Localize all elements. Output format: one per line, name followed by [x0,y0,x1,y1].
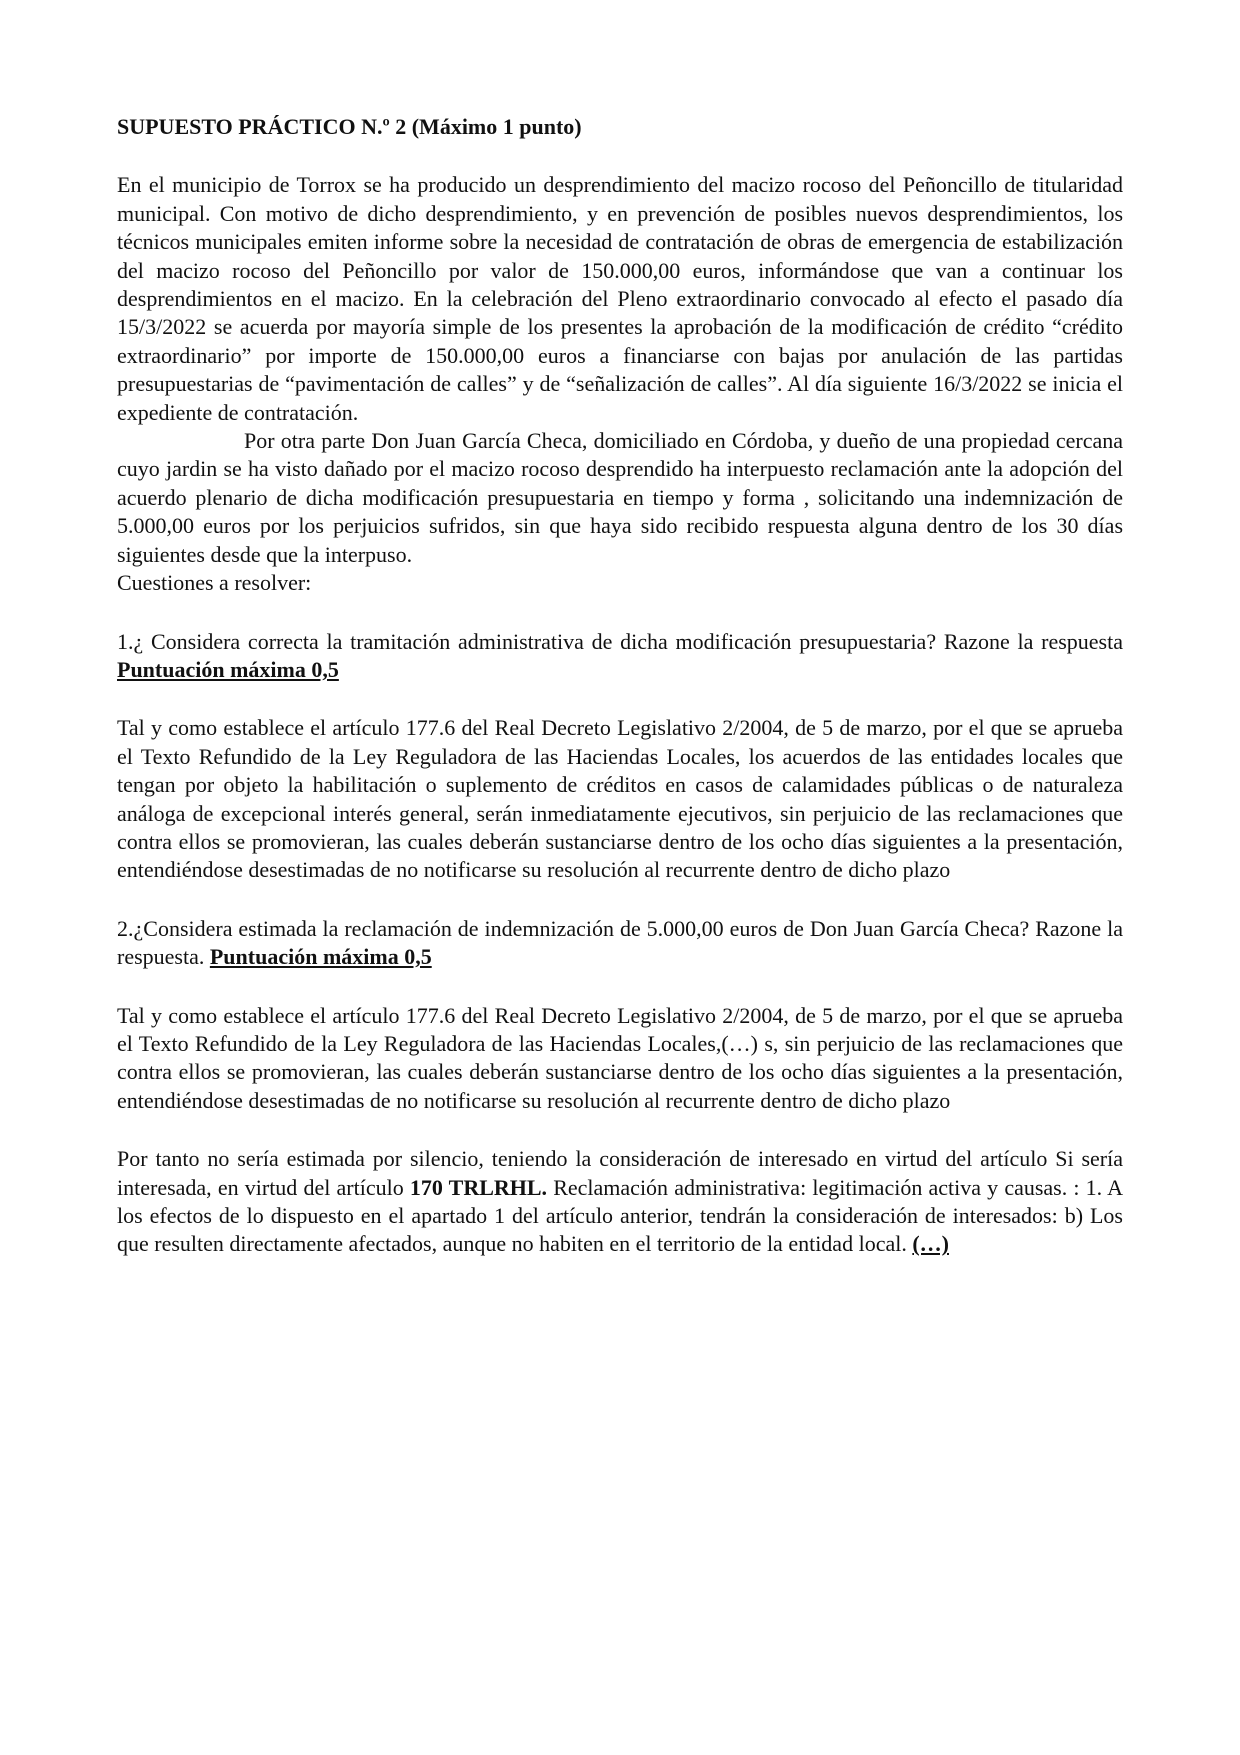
answer-1: Tal y como establece el artículo 177.6 del Real Decreto Legislativo 2/2004, de 5 de marzo, por el que se aprueba el Texto Refundido de la Ley Reguladora de las Haciendas Locales, los acuerdos de las entidades locales que tengan por objeto la habilitación o suplemento de créditos en casos de calamidades públicas o de naturaleza análoga de excepcional interés general, serán inmediatamente ejecutivos, sin perjuicio de las reclamaciones que contra ellos se promovieran, las cuales deberán sustanciarse dentro de los ocho días siguientes a la presentación, entendiéndose desestimadas de no notificarse su resolución al recurrente dentro de dicho plazo [117,715,1123,883]
document-page [117,113,1123,1259]
document-title: SUPUESTO PRÁCTICO N.º 2 (Máximo 1 punto) [117,114,582,139]
claim-paragraph: Por otra parte Don Juan García Checa, domiciliado en Córdoba, y dueño de una propiedad cercana cuyo jardin se ha visto dañado por el macizo rocoso desprendido ha interpuesto reclamación ante la adopción del acuerdo plenario de dicha modificación presupuestaria en tiempo y forma , solicitando una indemnización de 5.000,00 euros por los perjuicios sufridos, sin que haya sido recibido respuesta alguna dentro de los 30 días siguientes desde que la interpuso. [117,428,1123,567]
answer-3 [117,1145,1123,1259]
answer-3-ellipsis: (…) [912,1231,949,1257]
answer-3-part-1: Por tanto no sería estimada por silencio, teniendo la consideración de interesado en virtud del artículo Si sería interesada, en virtud del artículo [117,1146,1123,1200]
question-1-score: Puntuación máxima 0,5 [117,656,339,682]
question-2-score: Puntuación máxima 0,5 [209,944,432,970]
answer-3-article-ref: 170 TRLRHL. [409,1174,548,1200]
intro-paragraph: En el municipio de Torrox se ha producido un desprendimiento del macizo rocoso del Peñoncillo de titularidad municipal. Con motivo de dicho desprendimiento, y en prevención de posibles nuevos desprendimientos, los técnicos municipales emiten informe sobre la necesidad de contratación de obras de emergencia de estabilización del macizo rocoso del Peñoncillo por valor de 150.000,00 euros, informándose que van a continuar los desprendimientos en el macizo. En la celebración del Pleno extraordinario convocado al efecto el pasado día 15/3/2022 se acuerda por mayoría simple de los presentes la aprobación de la modificación de crédito “crédito extraordinario” por importe de 150.000,00 euros a financiarse con bajas por anulación de las partidas presupuestarias de “pavimentación de calles” y de “señalización de calles”. Al día siguiente 16/3/2022 se inicia el expediente de contratación. [117,172,1123,425]
answer-3-part-2: Reclamación administrativa: legitimación activa y causas. : 1. A los efectos de lo dispuesto en el apartado 1 del artículo anterior, tendrán la consideración de interesados: b) Los que resulten directamente afectados, aunque no habiten en el territorio de la entidad local. [117,1174,1124,1257]
questions-heading: Cuestiones a resolver: [117,570,312,596]
answer-2: Tal y como establece el artículo 177.6 del Real Decreto Legislativo 2/2004, de 5 de marzo, por el que se aprueba el Texto Refundido de la Ley Reguladora de las Haciendas Locales,(…) s, sin perjuicio de las reclamaciones que contra ellos se promovieran, las cuales deberán sustanciarse dentro de los ocho días siguientes a la presentación, entendiéndose desestimadas de no notificarse su resolución al recurrente dentro de dicho plazo [117,1002,1123,1113]
question-2-text: 2.¿Considera estimada la reclamación de indemnización de 5.000,00 euros de Don Juan García Checa? Razone la respuesta. [117,915,1123,970]
question-2 [117,915,1123,972]
question-1 [117,628,1123,685]
question-1-text: 1.¿ Considera correcta la tramitación administrativa de dicha modificación presupuestaria? Razone la respuesta [117,628,1123,654]
